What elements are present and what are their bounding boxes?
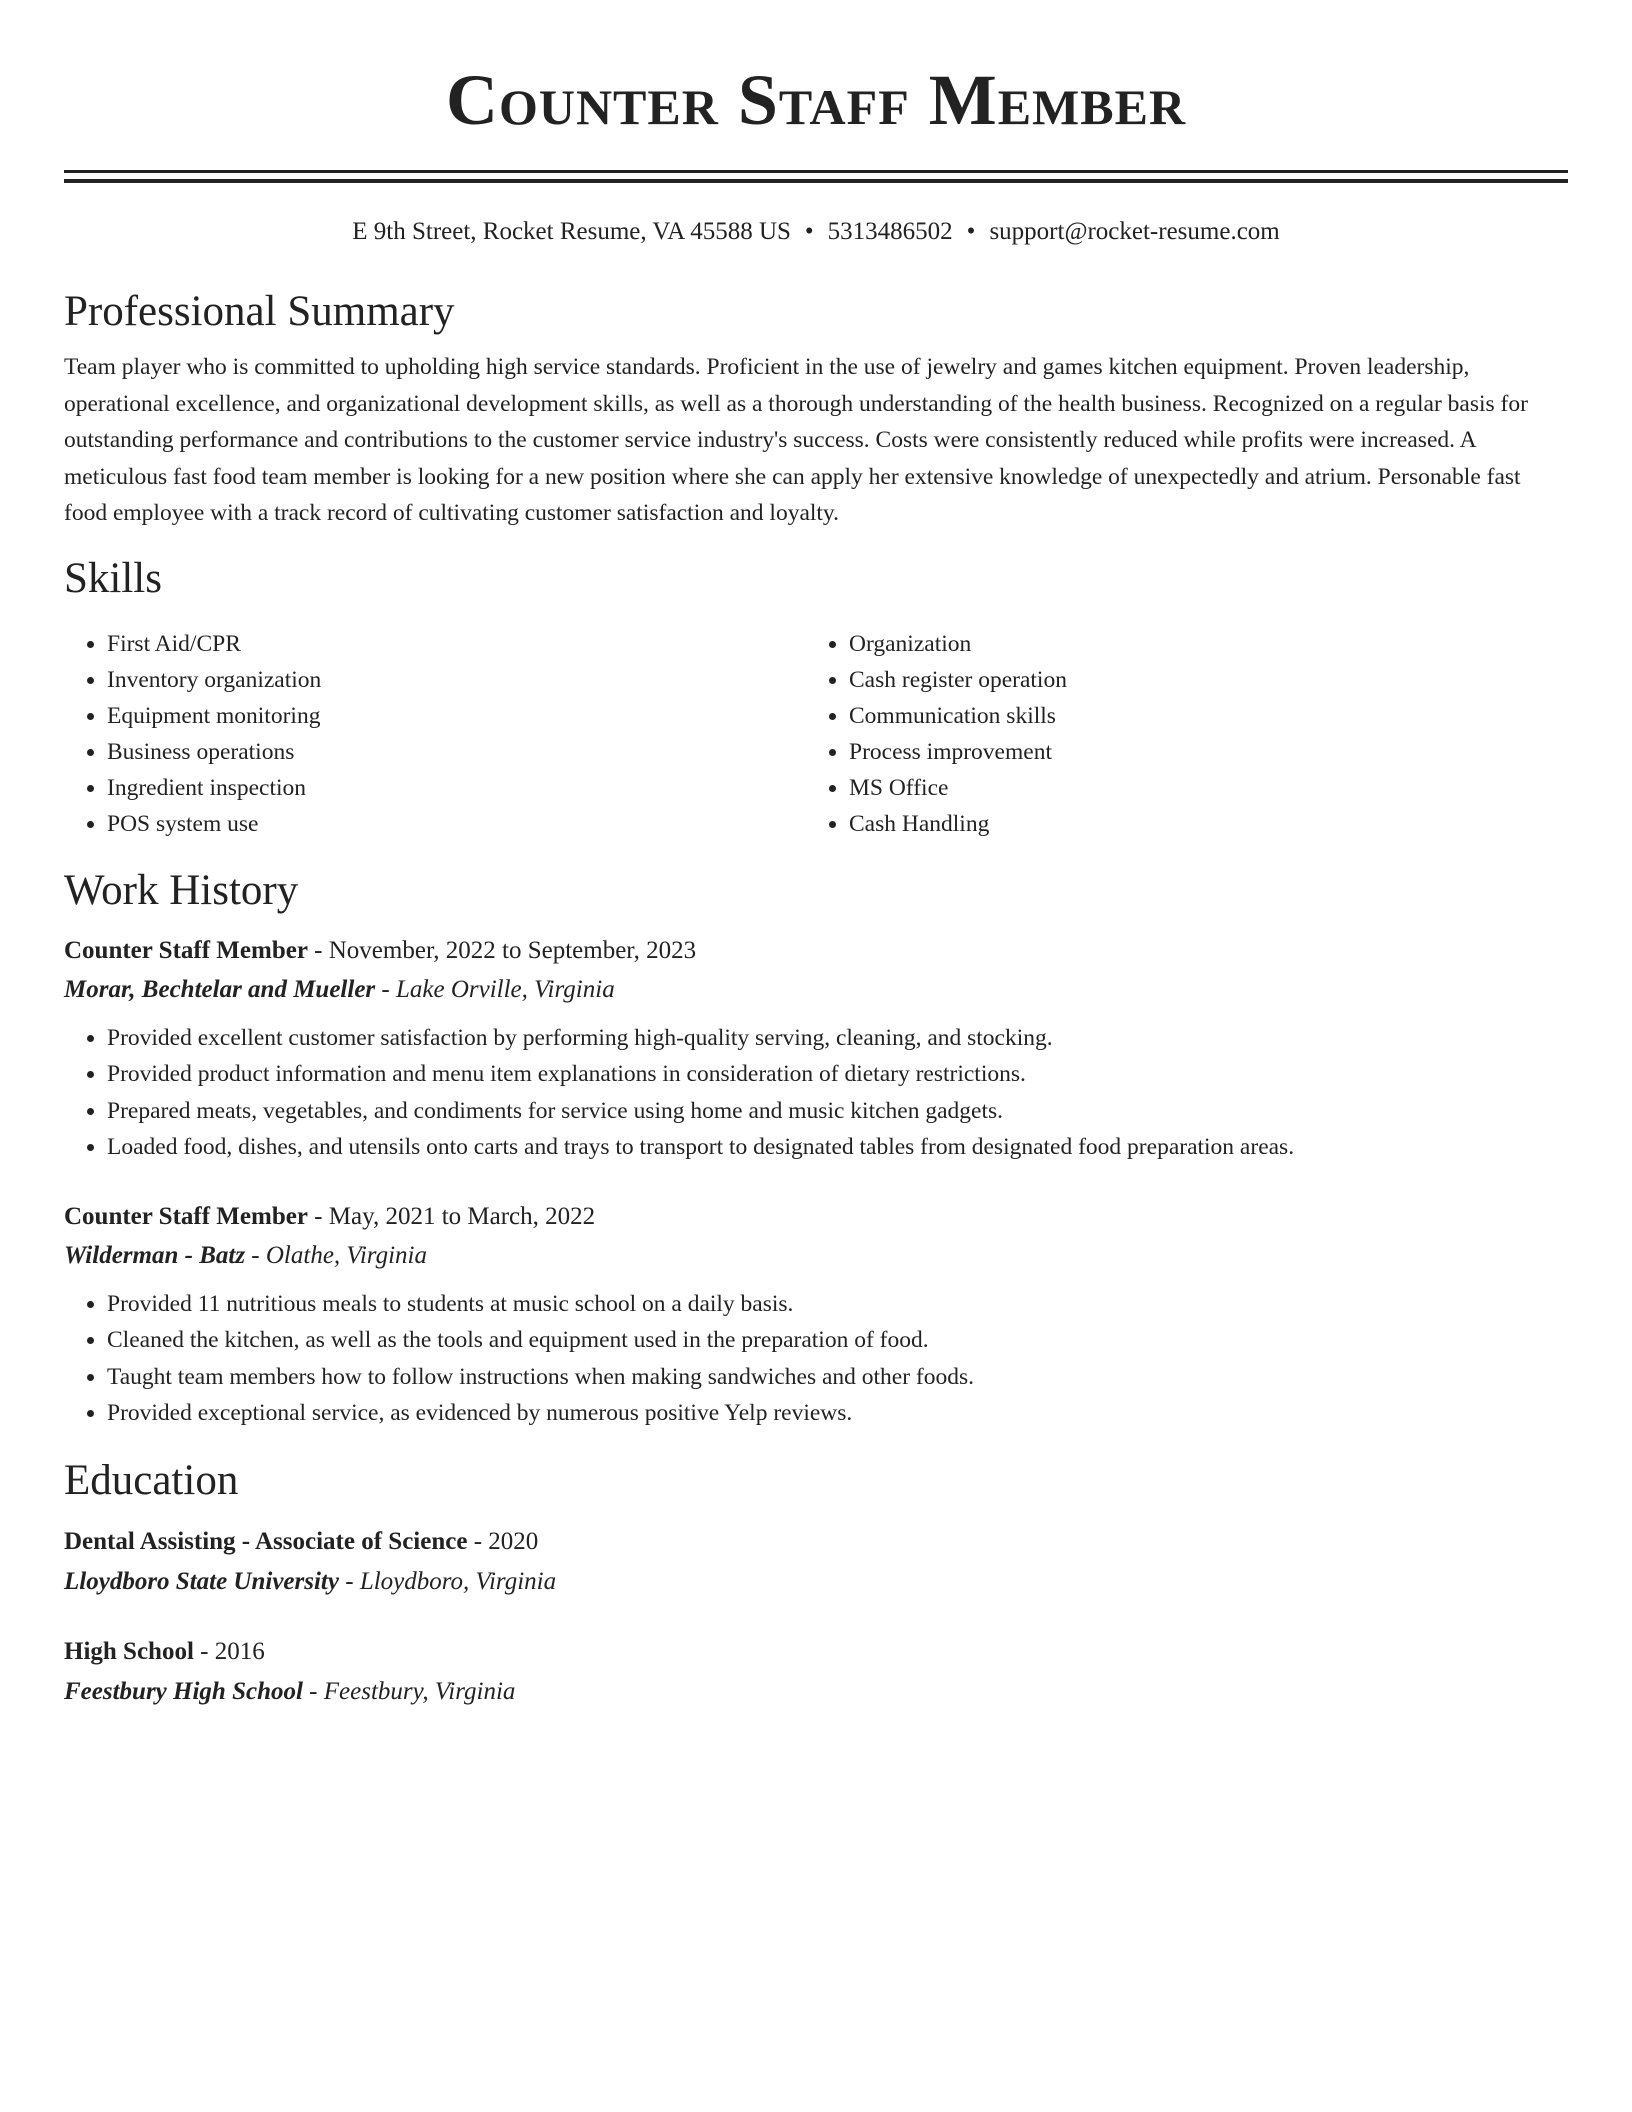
job-role: Counter Staff Member: [64, 936, 308, 964]
education-school-line: Feestbury High School - Feestbury, Virginia: [64, 1677, 516, 1705]
skill-item: • POS system use: [107, 806, 806, 842]
education-section-title: Education: [64, 1456, 239, 1504]
job-location: Lake Orville, Virginia: [395, 975, 615, 1003]
skill-item: • First Aid/CPR: [107, 626, 806, 662]
education-degree: High School: [64, 1637, 194, 1665]
contact-separator: •: [966, 218, 976, 245]
education-entry: [64, 1522, 1568, 1602]
education-heading: High School - 2016: [64, 1637, 265, 1665]
job-duty-item: • Loaded food, dishes, and utensils onto carts and trays to transport to designated tables from designated food preparation areas.: [107, 1129, 1568, 1166]
header-rule-top: [64, 170, 1568, 173]
job-duty-item: • Provided excellent customer satisfaction by performing high-quality serving, cleaning, and stocking.: [107, 1020, 1568, 1057]
skills-list-right: [806, 626, 1548, 842]
education-school: Lloydboro State University: [64, 1567, 339, 1595]
education-degree: Dental Assisting - Associate of Science: [64, 1527, 468, 1555]
education-year: 2020: [488, 1527, 539, 1555]
skill-item: • Business operations: [107, 734, 806, 770]
skill-item: • Inventory organization: [107, 662, 806, 698]
job-dates: November, 2022 to September, 2023: [328, 936, 697, 964]
job-company: Morar, Bechtelar and Mueller: [64, 975, 376, 1003]
skills-section-title: Skills: [64, 554, 162, 602]
contact-email: support@rocket-resume.com: [989, 218, 1280, 245]
job-location: Olathe, Virginia: [265, 1241, 427, 1269]
skill-item: • Cash register operation: [849, 662, 1548, 698]
job-entry: [64, 932, 1568, 1166]
skill-item: • MS Office: [849, 770, 1548, 806]
job-duty-item: • Provided 11 nutritious meals to students at music school on a daily basis.: [107, 1286, 1568, 1323]
contact-separator: •: [804, 218, 814, 245]
job-company-line: Wilderman - Batz - Olathe, Virginia: [64, 1241, 427, 1269]
contact-line: [64, 217, 1568, 247]
skill-item: • Ingredient inspection: [107, 770, 806, 806]
education-location: Feestbury, Virginia: [323, 1677, 516, 1705]
job-duties-list: [64, 1020, 1568, 1166]
job-role: Counter Staff Member: [64, 1202, 308, 1230]
contact-phone: 5313486502: [827, 218, 953, 245]
education-heading: Dental Assisting - Associate of Science - 2020: [64, 1527, 539, 1555]
skill-item: • Communication skills: [849, 698, 1548, 734]
job-duty-item: • Cleaned the kitchen, as well as the tools and equipment used in the preparation of food.: [107, 1322, 1568, 1359]
summary-paragraph: Team player who is committed to upholding high service standards. Proficient in the use of jewelry and games kitchen equipment. Proven leadership, operational excellence, and organizational development skills, as well as a thorough understanding of the health business. Recognized on a regular basis for outstanding performance and contributions to the customer service industry's success. Costs were consistently reduced while profits were increased. A meticulous fast food team member is looking for a new position where she can apply her extensive knowledge of unexpectedly and atrium. Personable fast food employee with a track record of cultivating customer satisfaction and loyalty.: [64, 354, 1528, 526]
job-entry: [64, 1198, 1568, 1432]
work-history-section-title: Work History: [64, 866, 299, 914]
skills-grid: [64, 626, 1568, 842]
job-company: Wilderman - Batz: [64, 1241, 246, 1269]
resume-name-heading: Counter Staff Member: [445, 60, 1187, 140]
job-duties-list: [64, 1286, 1568, 1432]
job-company-line: Morar, Bechtelar and Mueller - Lake Orville, Virginia: [64, 975, 615, 1003]
job-duty-item: • Prepared meats, vegetables, and condiments for service using home and music kitchen gadgets.: [107, 1093, 1568, 1130]
summary-section-title: Professional Summary: [64, 288, 455, 335]
education-school: Feestbury High School: [64, 1677, 303, 1705]
skill-item: • Process improvement: [849, 734, 1548, 770]
education-school-line: Lloydboro State University - Lloydboro, Virginia: [64, 1567, 557, 1595]
skill-item: • Organization: [849, 626, 1548, 662]
education-location: Lloydboro, Virginia: [359, 1567, 557, 1595]
skill-item: • Cash Handling: [849, 806, 1548, 842]
job-heading: Counter Staff Member - November, 2022 to September, 2023: [64, 936, 697, 964]
job-duty-item: • Provided exceptional service, as evidenced by numerous positive Yelp reviews.: [107, 1395, 1568, 1432]
header-rule-bottom: [64, 179, 1568, 183]
education-entry: [64, 1632, 1568, 1712]
education-year: 2016: [214, 1637, 265, 1665]
skill-item: • Equipment monitoring: [107, 698, 806, 734]
resume-page: [64, 0, 1568, 1712]
job-heading: Counter Staff Member - May, 2021 to March, 2022: [64, 1202, 596, 1230]
job-duty-item: • Taught team members how to follow instructions when making sandwiches and other foods.: [107, 1359, 1568, 1396]
contact-address: E 9th Street, Rocket Resume, VA 45588 US: [352, 218, 791, 245]
job-dates: May, 2021 to March, 2022: [328, 1202, 596, 1230]
skills-list-left: [64, 626, 806, 842]
job-duty-item: • Provided product information and menu item explanations in consideration of dietary restrictions.: [107, 1056, 1568, 1093]
